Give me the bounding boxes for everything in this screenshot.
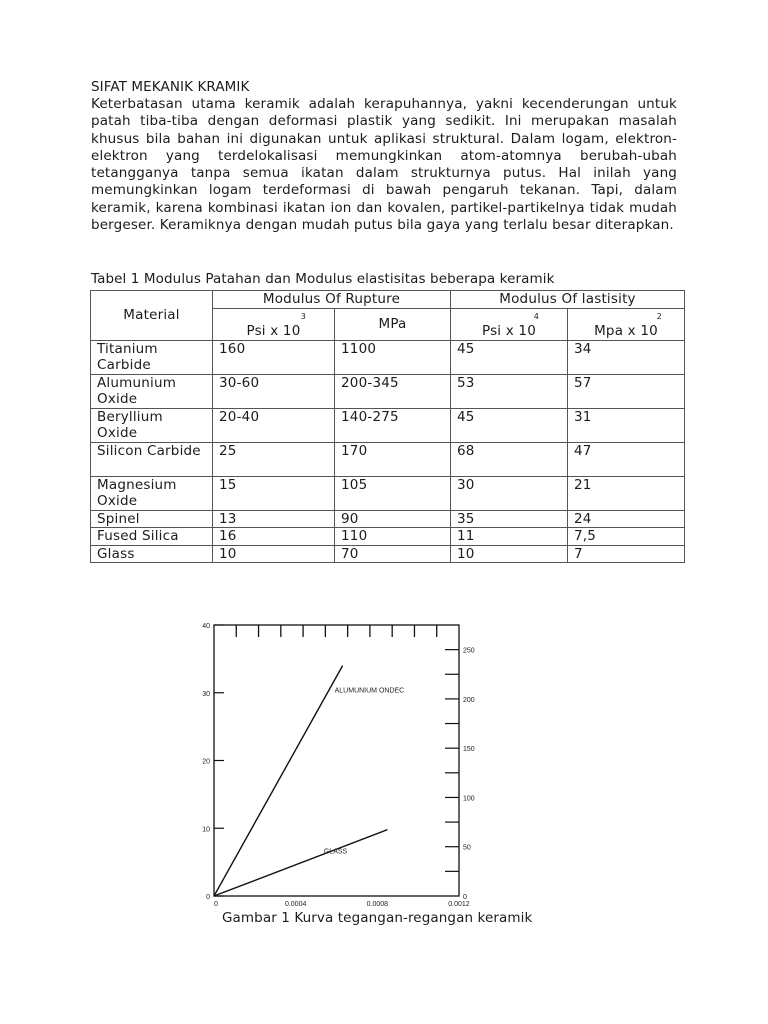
value-cell: 24 bbox=[568, 510, 685, 528]
value-cell: 11 bbox=[451, 528, 568, 546]
y-right-tick-label: 200 bbox=[463, 696, 475, 704]
x-tick-label: 0.0012 bbox=[448, 901, 470, 908]
subheader-cell bbox=[451, 308, 568, 340]
value-cell: 47 bbox=[568, 442, 685, 476]
series-label: ALUMUNIUM ONDEC bbox=[334, 687, 405, 695]
x-tick-label: 0.0008 bbox=[366, 901, 389, 908]
material-name-cell: Titanium Carbide bbox=[91, 340, 213, 374]
table-row bbox=[91, 442, 685, 476]
value-cell: 53 bbox=[451, 374, 568, 408]
value-cell: 21 bbox=[568, 476, 685, 510]
y-right-tick-label: 150 bbox=[463, 746, 475, 754]
value-cell: 90 bbox=[335, 510, 451, 528]
table-row bbox=[91, 340, 685, 374]
value-cell: 34 bbox=[568, 340, 685, 374]
elasticity-group-header: Modulus Of lastisity bbox=[451, 291, 685, 309]
subheader-exponent: 2 bbox=[656, 311, 663, 321]
series-line bbox=[214, 830, 388, 896]
material-header: Material bbox=[91, 291, 213, 341]
value-cell: 30-60 bbox=[213, 374, 335, 408]
subheader-label: Psi x 10 bbox=[246, 323, 301, 339]
y-left-tick-label: 10 bbox=[202, 826, 210, 834]
subheader-cell bbox=[568, 308, 685, 340]
value-cell: 105 bbox=[335, 476, 451, 510]
material-name-cell: Fused Silica bbox=[91, 528, 213, 546]
table-row bbox=[91, 476, 685, 510]
y-left-tick-label: 0 bbox=[206, 894, 210, 901]
rupture-group-header: Modulus Of Rupture bbox=[213, 291, 451, 309]
subheader-cell bbox=[335, 308, 451, 340]
value-cell: 160 bbox=[213, 340, 335, 374]
subheader-label: Mpa x 10 bbox=[594, 323, 658, 339]
y-left-tick-label: 40 bbox=[202, 623, 210, 630]
y-right-tick-label: 0 bbox=[463, 894, 467, 901]
subheader-label: MPa bbox=[378, 315, 407, 332]
material-name-cell: Glass bbox=[91, 545, 213, 563]
value-cell: 68 bbox=[451, 442, 568, 476]
value-cell: 70 bbox=[335, 545, 451, 563]
value-cell: 7,5 bbox=[568, 528, 685, 546]
series-line bbox=[214, 666, 343, 896]
material-name-cell: Spinel bbox=[91, 510, 213, 528]
value-cell: 140-275 bbox=[335, 408, 451, 442]
subheader-exponent: 4 bbox=[533, 311, 539, 321]
material-name-cell: Magnesium Oxide bbox=[91, 476, 213, 510]
table-row bbox=[91, 408, 685, 442]
value-cell: 35 bbox=[451, 510, 568, 528]
value-cell: 45 bbox=[451, 408, 568, 442]
table-caption: Tabel 1 Modulus Patahan dan Modulus elastisitas beberapa keramik bbox=[91, 271, 555, 287]
table-row bbox=[91, 545, 685, 563]
table-row bbox=[91, 510, 685, 528]
value-cell: 200-345 bbox=[335, 374, 451, 408]
value-cell: 20-40 bbox=[213, 408, 335, 442]
x-tick-label: 0.0004 bbox=[284, 901, 307, 908]
body-paragraph: Keterbatasan utama keramik adalah kerapuhannya, yakni kecenderungan untuk patah tiba-tiba dengan deformasi plastik yang sedikit. Ini merupakan masalah khusus bila bahan ini digunakan untuk aplikasi struktural. Dalam logam, elektron-elektron yang terdelokalisasi memungkinkan atom-atomnya berubah-ubah tetangganya tanpa semua ikatan dalam strukturnya putus. Hal inilah yang memungkinkan logam terdeformasi di bawah pengaruh tekanan. Tapi, dalam keramik, karena kombinasi ikatan ion dan kovalen, partikel-partikelnya tidak mudah bergeser. Keramiknya dengan mudah putus bila gaya yang terlalu besar diterapkan. bbox=[91, 96, 677, 234]
series-label: GLASS bbox=[323, 848, 348, 856]
value-cell: 110 bbox=[335, 528, 451, 546]
value-cell: 1100 bbox=[335, 340, 451, 374]
value-cell: 45 bbox=[451, 340, 568, 374]
table-row bbox=[91, 374, 685, 408]
value-cell: 170 bbox=[335, 442, 451, 476]
subheader-exponent: 3 bbox=[300, 311, 306, 321]
value-cell: 30 bbox=[451, 476, 568, 510]
material-name-cell: Beryllium Oxide bbox=[91, 408, 213, 442]
value-cell: 13 bbox=[213, 510, 335, 528]
y-right-tick-label: 250 bbox=[463, 647, 475, 655]
subheader-cell bbox=[213, 308, 335, 340]
value-cell: 10 bbox=[451, 545, 568, 563]
y-right-tick-label: 100 bbox=[463, 795, 475, 803]
x-tick-label: 0 bbox=[214, 901, 218, 908]
value-cell: 16 bbox=[213, 528, 335, 546]
material-name-cell: Alumunium Oxide bbox=[91, 374, 213, 408]
figure-caption: Gambar 1 Kurva tegangan-regangan keramik bbox=[222, 910, 533, 926]
material-name-cell: Silicon Carbide bbox=[91, 442, 213, 476]
value-cell: 25 bbox=[213, 442, 335, 476]
value-cell: 10 bbox=[213, 545, 335, 563]
y-right-tick-label: 50 bbox=[463, 844, 471, 852]
table-header-row bbox=[91, 291, 685, 309]
ceramic-properties-table bbox=[90, 290, 685, 563]
stress-strain-chart bbox=[196, 618, 486, 908]
value-cell: 15 bbox=[213, 476, 335, 510]
value-cell: 7 bbox=[568, 545, 685, 563]
subheader-label: Psi x 10 bbox=[481, 323, 537, 339]
y-left-tick-label: 20 bbox=[202, 758, 210, 766]
value-cell: 31 bbox=[568, 408, 685, 442]
value-cell: 57 bbox=[568, 374, 685, 408]
y-left-tick-label: 30 bbox=[202, 690, 210, 698]
table-row bbox=[91, 528, 685, 546]
section-heading: SIFAT MEKANIK KRAMIK bbox=[91, 79, 250, 95]
